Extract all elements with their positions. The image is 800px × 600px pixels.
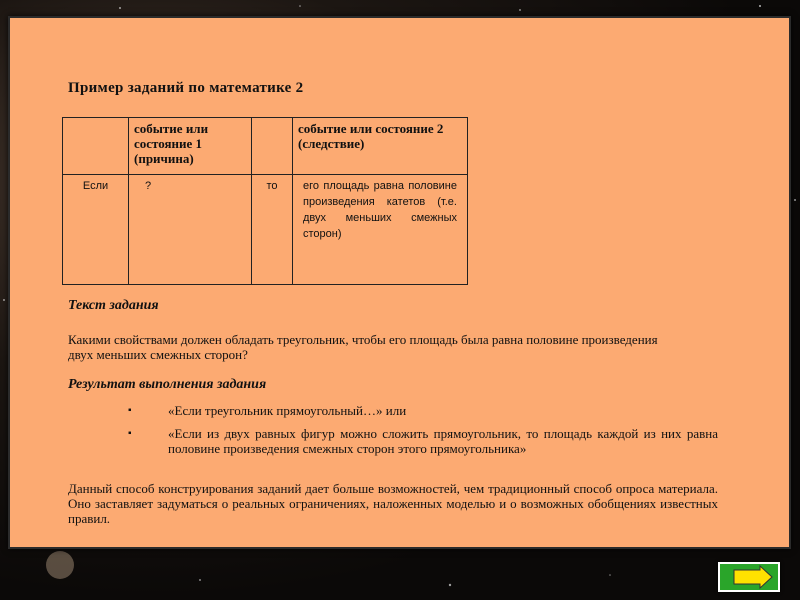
slide-title: Пример заданий по математике 2 bbox=[68, 80, 304, 96]
result-item-text: «Если из двух равных фигур можно сложить прямоугольник, то площадь каждой из них равна половине произведения смежных сторон этого прямоугольника» bbox=[168, 426, 718, 456]
next-slide-button[interactable] bbox=[718, 562, 780, 592]
table-cell-effect: его площадь равна половине произведения катетов (т.е. двух меньших смежных сторон) bbox=[293, 175, 468, 285]
task-heading: Текст задания bbox=[68, 298, 159, 313]
table-header-empty-2 bbox=[252, 118, 293, 175]
result-item bbox=[128, 403, 718, 418]
result-heading: Результат выполнения задания bbox=[68, 377, 267, 392]
bullet-icon: ▪ bbox=[128, 405, 132, 416]
slide-panel bbox=[8, 16, 791, 549]
table-cell-cause: ? bbox=[129, 175, 252, 285]
table-cell-then: то bbox=[252, 175, 293, 285]
arrow-right-icon bbox=[720, 564, 778, 590]
result-item-text: «Если треугольник прямоугольный…» или bbox=[168, 403, 407, 418]
conclusion-text: Данный способ конструирования заданий дает больше возможностей, чем традиционный способ опроса материала. Оно заставляет задуматься о реальных ограничениях, наложенных моделью и о возможных обобщениях известных правил. bbox=[68, 481, 718, 526]
bullet-icon: ▪ bbox=[128, 428, 132, 439]
result-item bbox=[128, 426, 718, 456]
table-header-effect: событие или состояние 2 (следствие) bbox=[293, 118, 468, 175]
task-text: Какими свойствами должен обладать треугольник, чтобы его площадь была равна половине произведения двух меньших смежных сторон? bbox=[68, 332, 658, 362]
cause-effect-table bbox=[62, 117, 468, 285]
table-header-empty-1 bbox=[63, 118, 129, 175]
table-cell-if: Если bbox=[63, 175, 129, 285]
table-header-cause: событие или состояние 1 (причина) bbox=[129, 118, 252, 175]
